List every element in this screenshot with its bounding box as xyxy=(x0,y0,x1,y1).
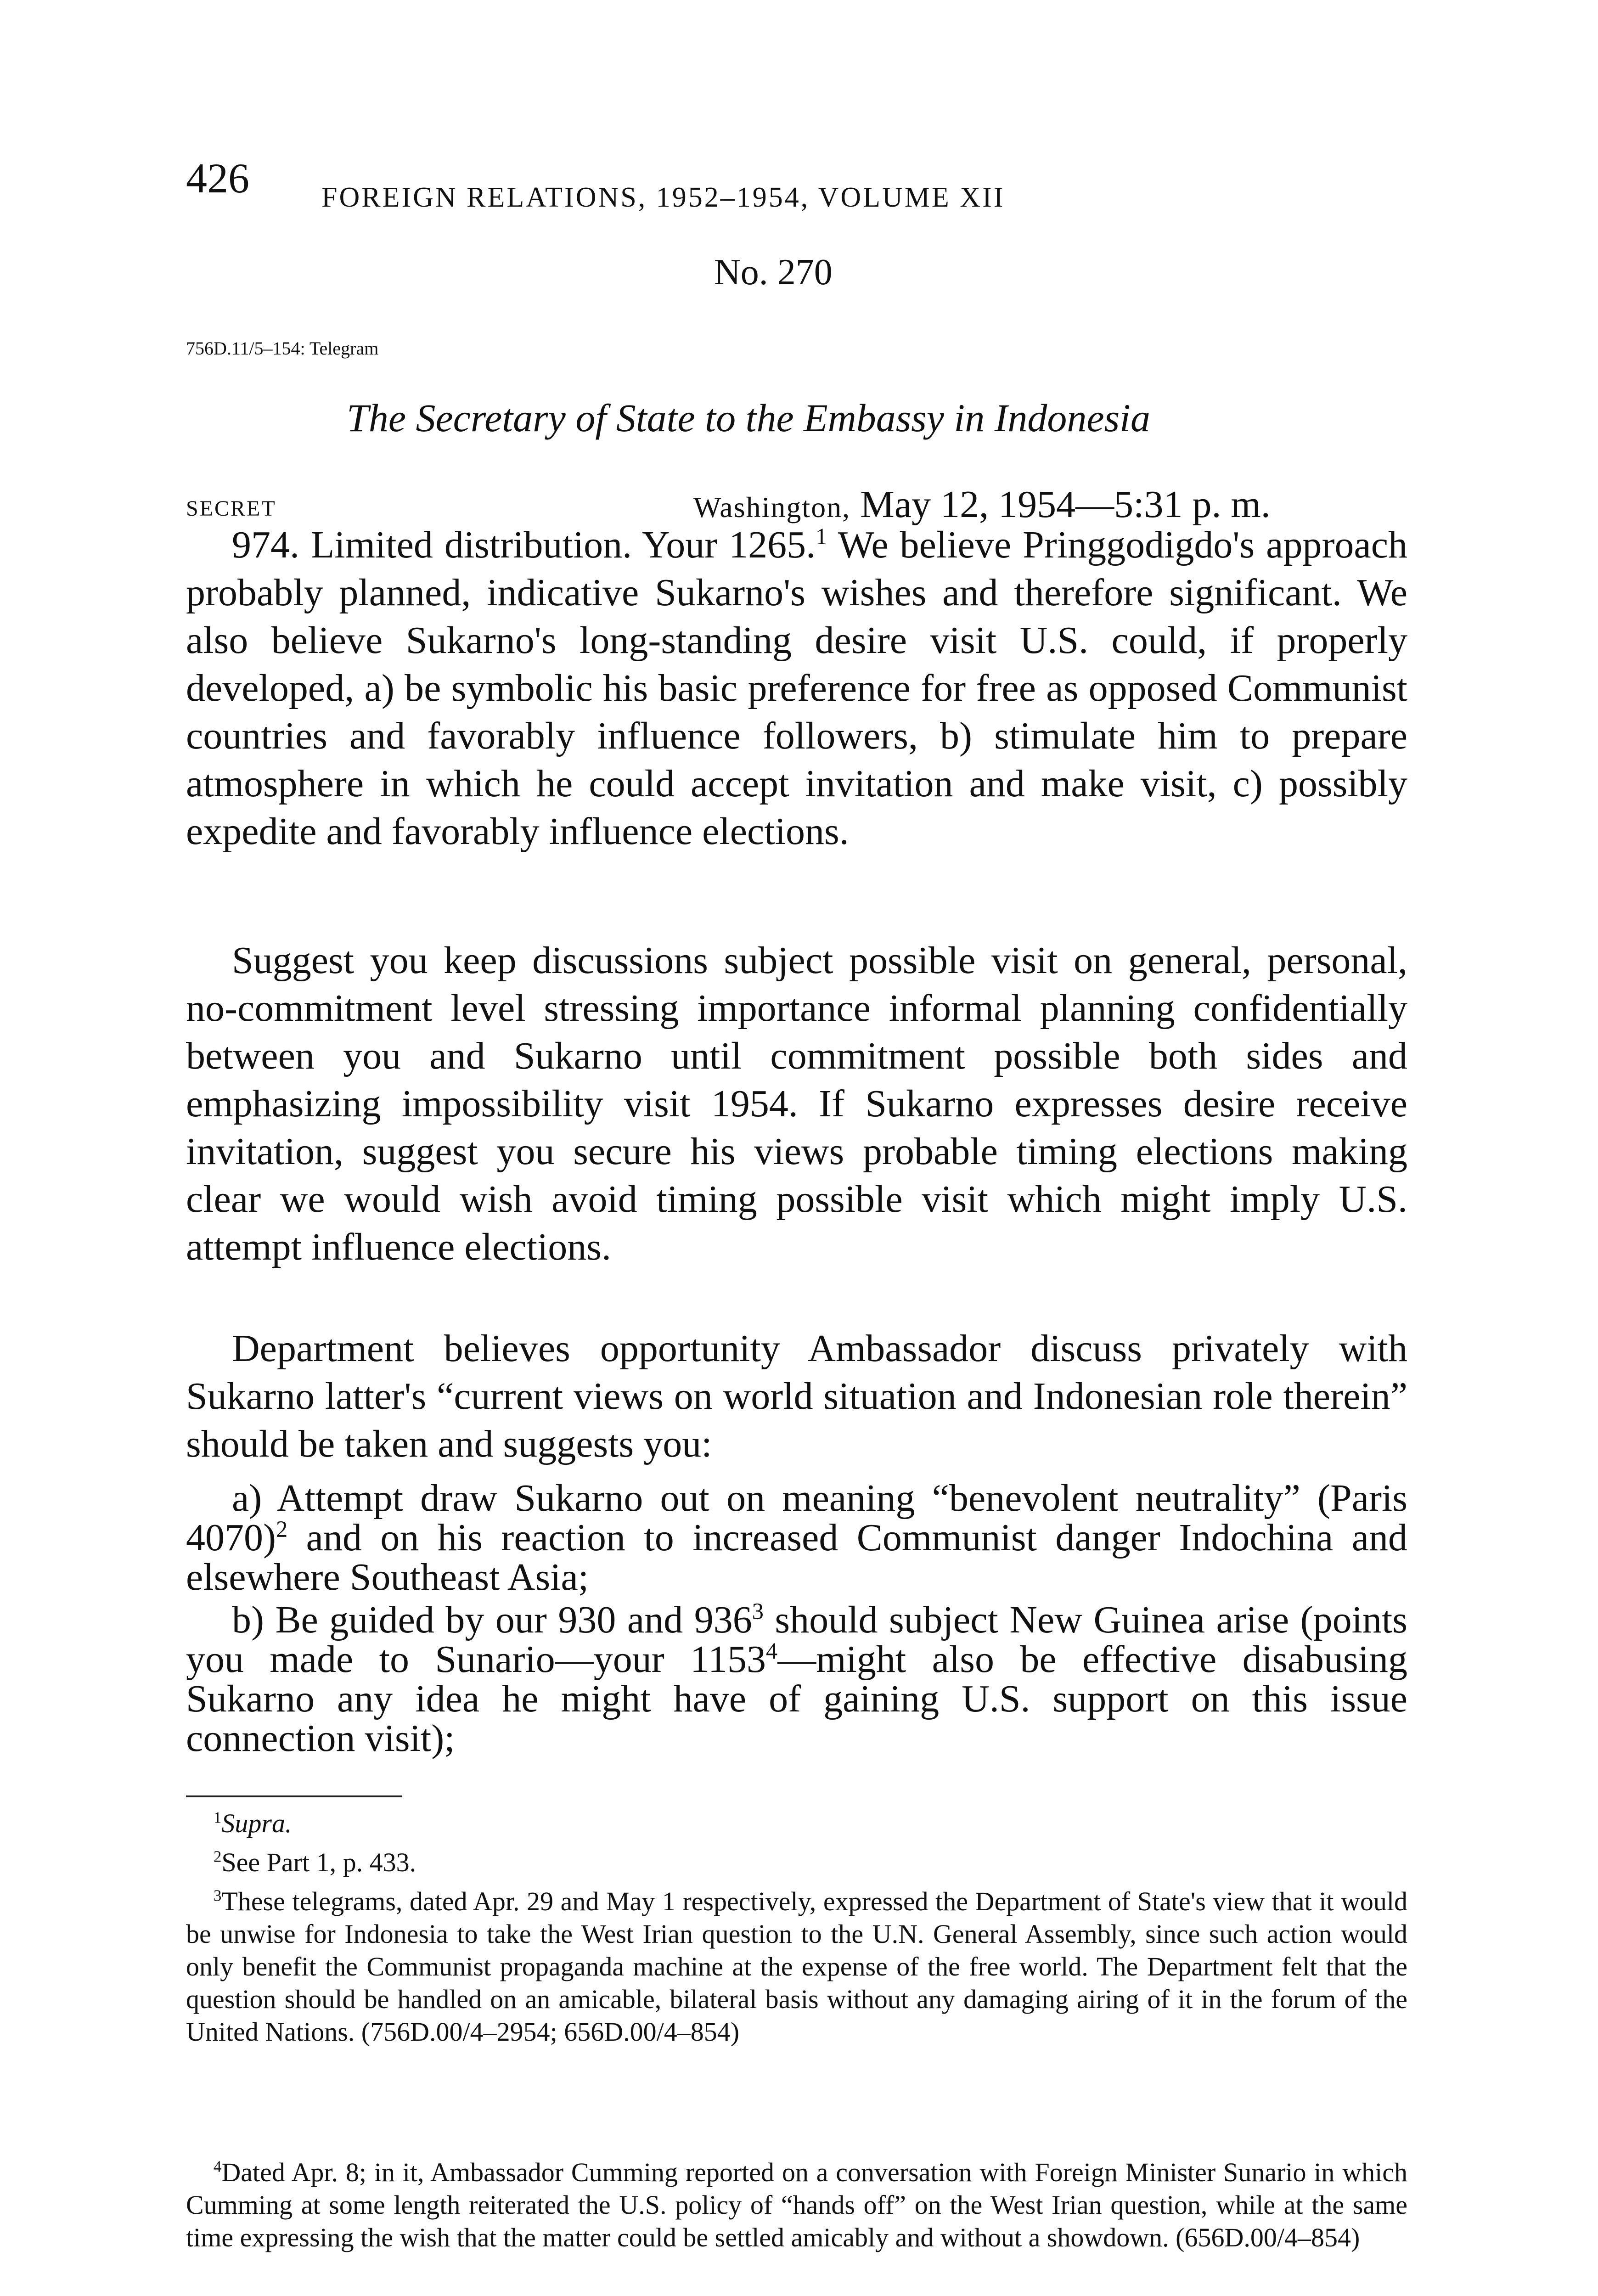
file-code: 756D.11/5–154: Telegram xyxy=(186,338,379,359)
running-title: FOREIGN RELATIONS, 1952–1954, VOLUME XII xyxy=(321,182,1005,213)
footnote-4-text: Dated Apr. 8; in it, Ambassador Cumming reported on a conversation with Foreign Minister Sunario in which Cumming at some length reiterated the U.S. policy of “hands off” on the West Irian question, while at the same time expressing the wish that the matter could be settled amicably and without a showdown. (656D.00/4–854) xyxy=(186,2157,1407,2252)
list-item-a-start: a) Attempt draw Sukarno out on meaning “benevolent neutrality” (Paris 4070) xyxy=(186,1477,1407,1559)
paragraph-1-rest: We believe Pringgodigdo's approach probably planned, indicative Sukarno's wishes and therefore significant. We also believe Sukarno's long-standing desire visit U.S. could, if properly developed, a) be symbolic his basic preference for free as opposed Communist countries and favorably influence followers, b) stimulate him to prepare atmosphere in which he could accept invitation and make visit, c) possibly expedite and favorably influence elections. xyxy=(186,523,1407,853)
list-item-a-rest: and on his reaction to increased Communist danger Indochina and elsewhere Southeast Asia; xyxy=(186,1516,1407,1598)
paragraph-2: Suggest you keep discussions subject possible visit on general, personal, no-commitment level stressing importance informal planning confidentially between you and Sukarno until commitment possible both sides and emphasizing impossibility visit 1954. If Sukarno expresses desire receive invitation, suggest you secure his views probable timing elections making clear we would wish avoid timing possible visit which might imply U.S. attempt influence elections. xyxy=(186,939,1407,1268)
footnote-3-mark: 3 xyxy=(214,1886,222,1905)
footnote-divider xyxy=(186,1795,402,1797)
footnote-ref-1: 1 xyxy=(816,523,827,549)
list-item-b-rest: —might also be effective disabusing Sukarno any idea he might have of gaining U.S. support on this issue connection visit); xyxy=(186,1638,1407,1760)
footnote-1-text: Supra. xyxy=(221,1808,292,1838)
footnote-3-text: These telegrams, dated Apr. 29 and May 1 respectively, expressed the Department of State's view that it would be unwise for Indonesia to take the West Irian question to the U.N. General Assembly, since such action would only benefit the Communist propaganda machine at the expense of the free world. The Department felt that the question should be handled on an amicable, bilateral basis without any damaging airing of it in the forum of the United Nations. (756D.00/4–2954; 656D.00/4–854) xyxy=(186,1886,1407,2047)
list-item-b-start: b) Be guided by our 930 and 936 xyxy=(232,1598,752,1641)
footnote-1-mark: 1 xyxy=(214,1808,222,1827)
document-title: The Secretary of State to the Embassy in Indonesia xyxy=(347,396,1150,440)
list-item-a xyxy=(186,1479,1407,1597)
footnote-ref-3: 3 xyxy=(752,1598,764,1624)
footnote-2-mark: 2 xyxy=(214,1847,222,1866)
footnote-3 xyxy=(186,1885,1407,2048)
footnote-ref-2: 2 xyxy=(276,1516,288,1542)
footnote-ref-4: 4 xyxy=(766,1638,778,1664)
list-item-b-middle: should subject New Guinea arise (points you made to Sunario—your 1153 xyxy=(186,1598,1407,1681)
paragraph-1-start: 974. Limited distribution. Your 1265. xyxy=(232,523,816,566)
footnote-4-mark: 4 xyxy=(214,2157,222,2176)
footnote-1 xyxy=(186,1807,1407,1840)
list-item-b xyxy=(186,1600,1407,1758)
paragraph-1 xyxy=(186,521,1407,855)
paragraph-3: Department believes opportunity Ambassador discuss privately with Sukarno latter's “current views on world situation and Indonesian role therein” should be taken and suggests you: xyxy=(186,1327,1407,1465)
dateline-place: Washington, xyxy=(693,491,851,523)
footnote-2 xyxy=(186,1846,1407,1879)
footnote-2-text: See Part 1, p. 433. xyxy=(221,1847,416,1877)
dateline-date: May 12, 1954—5:31 p. m. xyxy=(850,483,1271,526)
classification-label: SECRET xyxy=(186,496,276,521)
page-number: 426 xyxy=(186,155,249,202)
dateline xyxy=(693,482,1271,527)
document-number: No. 270 xyxy=(714,252,833,293)
footnote-4 xyxy=(186,2156,1407,2254)
